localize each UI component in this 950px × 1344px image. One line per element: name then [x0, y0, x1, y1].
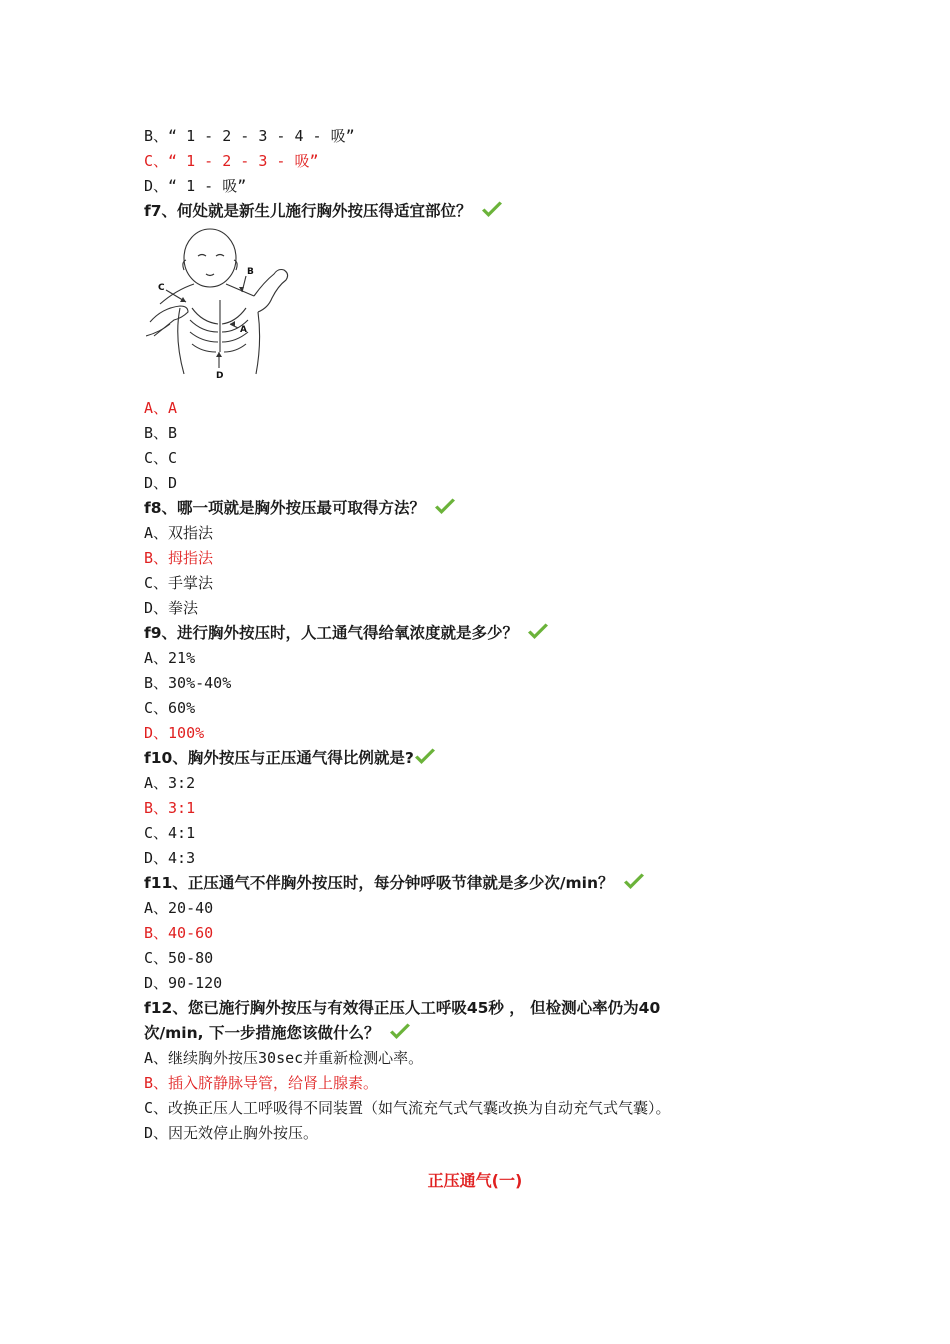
q9-question: [144, 621, 844, 646]
figure-label-c: C: [158, 283, 165, 293]
q10-question-text: f10、胸外按压与正压通气得比例就是?: [144, 749, 414, 767]
q8-question: [144, 496, 844, 521]
q8-option-b-correct: B、拇指法: [144, 549, 214, 567]
q11-question-text: f11、正压通气不伴胸外按压时，每分钟呼吸节律就是多少次/min？: [144, 874, 614, 892]
check-icon: [389, 1023, 411, 1041]
q11-option-d: D、90-120: [144, 974, 223, 992]
newborn-chest-illustration: [146, 228, 306, 378]
q10-option-b-correct: B、3:1: [144, 799, 196, 817]
q10-options: [144, 771, 844, 871]
figure-label-b: B: [247, 267, 254, 277]
q11-option-b-correct: B、40-60: [144, 924, 214, 942]
q12-option-d: D、因无效停止胸外按压。: [144, 1124, 319, 1142]
q6-option-d: D、“ 1 - 吸”: [144, 177, 247, 195]
q9-question-text: f9、进行胸外按压时，人工通气得给氧浓度就是多少？: [144, 624, 519, 642]
infant-diagram: [146, 228, 306, 378]
q6-options: [144, 124, 844, 199]
check-icon: [434, 498, 456, 516]
figure-label-d: D: [216, 371, 224, 378]
q6-option-b: B、“ 1 - 2 - 3 - 4 - 吸”: [144, 127, 355, 145]
q10-option-c: C、4:1: [144, 824, 196, 842]
q6-option-c-correct: C、“ 1 - 2 - 3 - 吸”: [144, 152, 319, 170]
q12-question-line2: [144, 1021, 844, 1046]
check-icon: [414, 748, 436, 766]
q8-options: [144, 521, 844, 621]
q11-option-a: A、20-40: [144, 899, 214, 917]
q12-option-c: C、改换正压人工呼吸得不同装置（如气流充气式气囊改换为自动充气式气囊）。: [144, 1099, 671, 1117]
section-title: 正压通气(一): [427, 1171, 523, 1190]
q10-option-d: D、4:3: [144, 849, 196, 867]
q9-option-c: C、60%: [144, 699, 196, 717]
q11-options: [144, 896, 844, 996]
q7-options: [144, 396, 844, 496]
q12-question-text: 次/min, 下一步措施您该做什么？: [144, 1024, 380, 1042]
q12-option-b-correct: B、插入脐静脉导管，给肾上腺素。: [144, 1074, 379, 1092]
q12-question-line1: f12、您已施行胸外按压与有效得正压人工呼吸45秒 ， 但检测心率仍为40: [144, 999, 661, 1017]
q12-options: [144, 1046, 844, 1146]
q11-question: [144, 871, 844, 896]
q10-question: [144, 746, 844, 771]
q9-option-d-correct: D、100%: [144, 724, 205, 742]
document-body: [144, 124, 844, 1146]
q7-option-a-correct: A、A: [144, 399, 178, 417]
q7-option-c: C、C: [144, 449, 178, 467]
q8-option-c: C、手掌法: [144, 574, 214, 592]
q10-option-a: A、3:2: [144, 774, 196, 792]
q8-option-d: D、拳法: [144, 599, 199, 617]
check-icon: [481, 201, 503, 219]
q7-question: [144, 199, 844, 224]
q8-question-text: f8、哪一项就是胸外按压最可取得方法？: [144, 499, 426, 517]
q7-question-text: f7、何处就是新生儿施行胸外按压得适宜部位？: [144, 202, 472, 220]
q12-option-a: A、继续胸外按压30sec并重新检测心率。: [144, 1049, 424, 1067]
check-icon: [623, 873, 645, 891]
q9-option-a: A、21%: [144, 649, 196, 667]
q7-option-d: D、D: [144, 474, 178, 492]
q9-options: [144, 646, 844, 746]
check-icon: [527, 623, 549, 641]
q9-option-b: B、30%-40%: [144, 674, 232, 692]
q11-option-c: C、50-80: [144, 949, 214, 967]
q7-option-b: B、B: [144, 424, 178, 442]
q8-option-a: A、双指法: [144, 524, 214, 542]
figure-label-a: A: [240, 325, 247, 335]
